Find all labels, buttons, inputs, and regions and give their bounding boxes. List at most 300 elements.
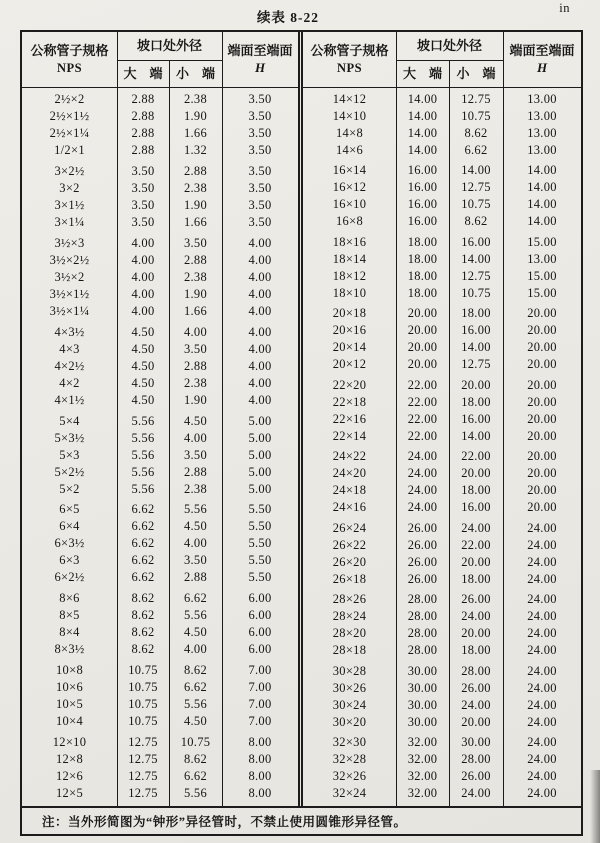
table-row	[22, 303, 298, 320]
header-face-to-face-zh: 端面至端面	[227, 42, 293, 58]
h-cell: 14.00	[527, 163, 557, 178]
table-row	[22, 235, 298, 252]
nps-cell: 10×4	[56, 714, 83, 729]
small-end-cell: 2.38	[183, 481, 208, 496]
h-cell: 20.00	[527, 340, 557, 355]
h-cell: 24.00	[527, 609, 557, 624]
small-end-cell: 26.00	[461, 592, 491, 607]
large-end-cell: 30.00	[407, 714, 438, 729]
small-end-cell: 6.62	[464, 143, 488, 157]
nps-cell: 26×18	[332, 571, 367, 586]
size-group	[22, 91, 298, 159]
table-row	[22, 163, 298, 180]
large-end-cell: 12.75	[128, 786, 158, 800]
nps-cell: 24×22	[332, 449, 367, 464]
small-end-cell: 5.56	[183, 502, 208, 517]
h-cell: 13.00	[527, 143, 557, 157]
large-end-cell: 6.62	[131, 519, 155, 534]
small-end-cell: 4.00	[183, 642, 208, 657]
small-end-cell: 28.00	[461, 663, 491, 678]
nps-cell: 12×6	[56, 769, 83, 783]
small-end-cell: 2.88	[183, 163, 208, 178]
small-end-cell: 16.00	[461, 323, 491, 338]
h-cell: 20.00	[527, 306, 557, 321]
h-cell: 24.00	[527, 680, 557, 695]
large-end-cell: 3.50	[131, 163, 155, 178]
nps-cell: 6×2½	[54, 570, 85, 585]
h-cell: 20.00	[527, 357, 557, 372]
h-cell: 8.00	[248, 752, 272, 766]
large-end-cell: 5.56	[131, 413, 155, 428]
table-row	[22, 590, 298, 607]
table-row	[303, 571, 581, 588]
size-group	[303, 91, 581, 159]
nps-cell: 32×28	[332, 751, 367, 766]
h-cell: 4.00	[248, 392, 272, 407]
small-end-cell: 16.00	[461, 234, 491, 249]
small-end-cell: 10.75	[461, 285, 491, 300]
table-row	[22, 552, 298, 569]
table-row	[303, 411, 581, 428]
h-cell: 20.00	[527, 449, 557, 464]
h-cell: 6.00	[248, 608, 272, 623]
table-row	[303, 751, 581, 768]
large-end-cell: 12.75	[128, 752, 158, 766]
nps-cell: 30×20	[332, 714, 367, 729]
large-end-cell: 18.00	[407, 234, 438, 249]
large-end-cell: 10.75	[128, 680, 158, 695]
large-end-cell: 6.62	[131, 570, 155, 585]
nps-cell: 6×3½	[54, 536, 85, 551]
small-end-cell: 24.00	[461, 785, 491, 800]
h-cell: 6.00	[248, 625, 272, 640]
header-face-to-face	[503, 32, 581, 87]
table-row	[22, 569, 298, 586]
large-end-cell: 2.88	[131, 126, 155, 140]
nps-cell: 32×30	[332, 734, 367, 749]
table-row	[22, 535, 298, 552]
large-end-cell: 20.00	[407, 306, 438, 321]
small-end-cell: 24.00	[461, 609, 491, 624]
small-end-cell: 26.00	[461, 768, 491, 783]
nps-cell: 28×26	[332, 592, 367, 607]
table-row	[22, 413, 298, 430]
nps-cell: 20×16	[332, 323, 367, 338]
large-end-cell: 5.56	[131, 430, 155, 445]
small-end-cell: 14.00	[461, 251, 491, 266]
h-cell: 5.00	[248, 430, 272, 445]
table-left-half	[22, 32, 298, 806]
table-row	[22, 180, 298, 197]
table-row	[303, 196, 581, 213]
nps-cell: 8×5	[59, 608, 80, 623]
large-end-cell: 6.62	[131, 553, 155, 568]
nps-cell: 5×4	[59, 413, 80, 428]
nps-cell: 26×20	[332, 554, 367, 569]
h-cell: 5.50	[248, 519, 272, 534]
nps-cell: 12×8	[56, 752, 83, 766]
small-end-cell: 4.50	[183, 519, 208, 534]
small-end-cell: 4.50	[183, 413, 208, 428]
h-cell: 5.50	[248, 536, 272, 551]
table-row	[22, 197, 298, 214]
h-cell: 24.00	[527, 626, 557, 641]
nps-cell: 22×20	[332, 377, 367, 392]
nps-cell: 8×3½	[54, 642, 85, 657]
table-header-right	[303, 32, 581, 88]
table-row	[303, 322, 581, 339]
h-cell: 5.00	[248, 447, 272, 462]
nps-cell: 14×12	[332, 92, 367, 106]
small-end-cell: 18.00	[461, 571, 491, 586]
table-row	[22, 481, 298, 498]
large-end-cell: 28.00	[407, 626, 438, 641]
large-end-cell: 6.62	[131, 536, 155, 551]
large-end-cell: 4.00	[131, 269, 155, 284]
large-end-cell: 20.00	[407, 357, 438, 372]
nps-cell: 18×10	[332, 285, 367, 300]
table-row	[22, 269, 298, 286]
h-cell: 13.00	[527, 109, 557, 123]
h-cell: 3.50	[248, 126, 272, 140]
table-row	[303, 91, 581, 108]
nps-cell: 22×18	[332, 394, 367, 409]
large-end-cell: 22.00	[407, 428, 438, 443]
table-row	[303, 625, 581, 642]
large-end-cell: 5.56	[131, 481, 155, 496]
header-small-end: 小 端	[175, 65, 215, 81]
h-cell: 13.00	[527, 92, 557, 106]
header-bevel-od: 坡口处外径	[117, 32, 222, 61]
nps-cell: 16×14	[332, 163, 367, 178]
h-cell: 4.00	[248, 341, 272, 356]
large-end-cell: 4.50	[131, 358, 155, 373]
large-end-cell: 16.00	[407, 197, 438, 212]
large-end-cell: 18.00	[407, 285, 438, 300]
large-end-cell: 5.56	[131, 447, 155, 462]
small-end-cell: 4.00	[183, 324, 208, 339]
small-end-cell: 6.62	[183, 680, 208, 695]
large-end-cell: 18.00	[407, 268, 438, 283]
large-end-cell: 30.00	[407, 680, 438, 695]
h-cell: 20.00	[527, 428, 557, 443]
large-end-cell: 24.00	[407, 466, 438, 481]
small-end-cell: 22.00	[461, 449, 491, 464]
h-cell: 3.50	[248, 197, 272, 212]
table-row	[303, 537, 581, 554]
nps-cell: 30×28	[332, 663, 367, 678]
large-end-cell: 26.00	[407, 520, 438, 535]
small-end-cell: 1.90	[183, 197, 208, 212]
small-end-cell: 30.00	[461, 734, 491, 749]
table-row	[303, 339, 581, 356]
table-row	[22, 214, 298, 231]
table-row	[303, 285, 581, 302]
small-end-cell: 24.00	[461, 520, 491, 535]
nps-cell: 10×5	[56, 697, 83, 712]
h-cell: 5.00	[248, 464, 272, 479]
h-cell: 24.00	[527, 592, 557, 607]
table-row	[303, 448, 581, 465]
h-cell: 3.50	[248, 109, 272, 123]
table-row	[303, 734, 581, 751]
large-end-cell: 14.00	[407, 143, 438, 157]
table-row	[303, 554, 581, 571]
large-end-cell: 14.00	[407, 126, 438, 140]
large-end-cell: 32.00	[407, 751, 438, 766]
table-row	[303, 520, 581, 537]
small-end-cell: 2.88	[183, 252, 208, 267]
large-end-cell: 28.00	[407, 643, 438, 658]
nps-cell: 3×2	[59, 180, 80, 195]
h-cell: 20.00	[527, 394, 557, 409]
table-row	[22, 662, 298, 679]
nps-cell: 20×18	[332, 306, 367, 321]
nps-cell: 10×8	[56, 663, 83, 678]
table-row	[303, 234, 581, 251]
nps-cell: 24×18	[332, 483, 367, 498]
small-end-cell: 1.66	[183, 303, 208, 318]
large-end-cell: 4.50	[131, 324, 155, 339]
size-group	[303, 591, 581, 659]
small-end-cell: 12.75	[461, 268, 491, 283]
table-row	[22, 696, 298, 713]
small-end-cell: 4.00	[183, 536, 208, 551]
table-row	[303, 428, 581, 445]
small-end-cell: 3.50	[183, 553, 208, 568]
nps-cell: 24×20	[332, 466, 367, 481]
h-cell: 8.00	[248, 786, 272, 800]
size-group	[22, 590, 298, 658]
h-cell: 14.00	[527, 214, 557, 229]
large-end-cell: 26.00	[407, 554, 438, 569]
header-nps-en: NPS	[56, 60, 83, 75]
nps-cell: 26×24	[332, 520, 367, 535]
small-end-cell: 16.00	[461, 500, 491, 515]
h-cell: 7.00	[248, 697, 272, 712]
large-end-cell: 28.00	[407, 609, 438, 624]
small-end-cell: 18.00	[461, 483, 491, 498]
nps-cell: 4×2½	[54, 358, 85, 373]
table-row	[303, 162, 581, 179]
table-row	[22, 142, 298, 159]
h-cell: 3.50	[248, 180, 272, 195]
large-end-cell: 8.62	[131, 625, 155, 640]
nps-cell: 20×12	[332, 357, 367, 372]
table-row	[22, 324, 298, 341]
table-row	[22, 252, 298, 269]
h-cell: 7.00	[248, 680, 272, 695]
small-end-cell: 20.00	[461, 377, 491, 392]
nps-cell: 3×1¼	[54, 214, 85, 229]
h-cell: 6.00	[248, 591, 272, 606]
small-end-cell: 3.50	[183, 341, 208, 356]
large-end-cell: 14.00	[407, 109, 438, 123]
size-group	[22, 501, 298, 586]
small-end-cell: 8.62	[464, 126, 488, 140]
small-end-cell: 8.62	[183, 752, 208, 766]
h-cell: 24.00	[527, 697, 557, 712]
table-row	[22, 375, 298, 392]
nps-cell: 16×12	[332, 180, 367, 195]
nps-cell: 4×2	[59, 375, 80, 390]
column-divider-line	[449, 61, 450, 806]
large-end-cell: 24.00	[407, 449, 438, 464]
h-cell: 8.00	[248, 735, 272, 749]
table-row	[303, 305, 581, 322]
h-cell: 5.50	[248, 502, 272, 517]
h-cell: 6.00	[248, 642, 272, 657]
table-row	[22, 125, 298, 142]
large-end-cell: 8.62	[131, 642, 155, 657]
table-row	[303, 465, 581, 482]
large-end-cell: 18.00	[407, 251, 438, 266]
nps-cell: 16×8	[336, 214, 363, 229]
small-end-cell: 6.62	[183, 769, 208, 783]
header-nps-en: NPS	[336, 60, 363, 75]
nps-cell: 3½×3	[54, 235, 85, 250]
h-cell: 3.50	[248, 143, 272, 157]
table-right-half	[303, 32, 581, 806]
table-row	[303, 663, 581, 680]
column-divider-line	[503, 32, 504, 806]
h-cell: 8.00	[248, 769, 272, 783]
h-cell: 13.00	[527, 126, 557, 140]
header-face-to-face	[222, 32, 298, 87]
h-cell: 24.00	[527, 520, 557, 535]
h-cell: 24.00	[527, 785, 557, 800]
table-row	[303, 142, 581, 159]
nps-cell: 16×10	[332, 197, 367, 212]
h-cell: 14.00	[527, 180, 557, 195]
small-end-cell: 4.50	[183, 714, 208, 729]
size-group	[303, 162, 581, 230]
nps-cell: 28×18	[332, 643, 367, 658]
table-row	[22, 358, 298, 375]
small-end-cell: 8.62	[464, 214, 488, 229]
nps-cell: 5×2	[59, 481, 80, 496]
small-end-cell: 5.56	[183, 697, 208, 712]
small-end-cell: 1.90	[183, 109, 208, 123]
large-end-cell: 4.50	[131, 375, 155, 390]
large-end-cell: 22.00	[407, 411, 438, 426]
h-cell: 5.00	[248, 413, 272, 428]
h-cell: 20.00	[527, 323, 557, 338]
table-row	[303, 213, 581, 230]
size-group	[22, 235, 298, 320]
nps-cell: 32×24	[332, 785, 367, 800]
table-row	[303, 680, 581, 697]
size-group	[303, 448, 581, 516]
size-group	[22, 163, 298, 231]
table-row	[303, 499, 581, 516]
small-end-cell: 20.00	[461, 466, 491, 481]
nps-cell: 5×2½	[54, 464, 85, 479]
nps-cell: 4×1½	[54, 392, 85, 407]
small-end-cell: 1.90	[183, 392, 208, 407]
table-row	[303, 482, 581, 499]
small-end-cell: 2.88	[183, 570, 208, 585]
nps-cell: 28×20	[332, 626, 367, 641]
table-row	[303, 251, 581, 268]
h-cell: 7.00	[248, 663, 272, 678]
small-end-cell: 5.56	[183, 608, 208, 623]
size-group	[22, 413, 298, 498]
table-row	[22, 447, 298, 464]
nps-cell: 3½×2	[54, 269, 85, 284]
table-row	[22, 464, 298, 481]
small-end-cell: 3.50	[183, 447, 208, 462]
h-cell: 14.00	[527, 197, 557, 212]
small-end-cell: 20.00	[461, 554, 491, 569]
h-cell: 15.00	[527, 268, 557, 283]
nps-cell: 2½×1½	[49, 109, 90, 123]
small-end-cell: 16.00	[461, 411, 491, 426]
header-nps-zh: 公称管子规格	[30, 42, 109, 58]
h-cell: 24.00	[527, 663, 557, 678]
nps-cell: 32×26	[332, 768, 367, 783]
large-end-cell: 10.75	[128, 697, 158, 712]
small-end-cell: 2.38	[183, 92, 208, 106]
small-end-cell: 12.75	[461, 180, 491, 195]
size-group	[22, 324, 298, 409]
large-end-cell: 3.50	[131, 197, 155, 212]
large-end-cell: 26.00	[407, 537, 438, 552]
table-row	[303, 768, 581, 785]
unit-label: in	[559, 1, 570, 15]
table-footnote: 注：当外形简图为“钟形”异径管时，不禁止使用圆锥形异径管。	[22, 806, 581, 834]
nps-cell: 18×16	[332, 234, 367, 249]
large-end-cell: 3.50	[131, 180, 155, 195]
nps-cell: 26×22	[332, 537, 367, 552]
table-row	[22, 679, 298, 696]
nps-cell: 3×2½	[54, 163, 85, 178]
h-cell: 24.00	[527, 751, 557, 766]
h-cell: 24.00	[527, 714, 557, 729]
reducer-dimensions-table	[20, 30, 583, 836]
header-large-end: 大 端	[402, 65, 442, 81]
small-end-cell: 14.00	[461, 428, 491, 443]
large-end-cell: 2.88	[131, 109, 155, 123]
h-cell: 24.00	[527, 537, 557, 552]
h-cell: 4.00	[248, 375, 272, 390]
h-cell: 15.00	[527, 234, 557, 249]
table-main	[22, 32, 581, 806]
h-cell: 24.00	[527, 768, 557, 783]
large-end-cell: 4.00	[131, 235, 155, 250]
table-body-right	[303, 88, 581, 806]
table-row	[22, 392, 298, 409]
large-end-cell: 4.00	[131, 286, 155, 301]
size-group	[303, 234, 581, 302]
table-row	[303, 179, 581, 196]
nps-cell: 8×6	[59, 591, 80, 606]
nps-cell: 24×16	[332, 500, 367, 515]
large-end-cell: 8.62	[131, 608, 155, 623]
nps-cell: 3½×1¼	[49, 303, 90, 318]
small-end-cell: 26.00	[461, 680, 491, 695]
h-cell: 20.00	[527, 411, 557, 426]
small-end-cell: 2.38	[183, 180, 208, 195]
table-row	[22, 641, 298, 658]
small-end-cell: 24.00	[461, 697, 491, 712]
table-row	[303, 591, 581, 608]
small-end-cell: 10.75	[461, 109, 491, 123]
nps-cell: 30×24	[332, 697, 367, 712]
table-row	[22, 768, 298, 785]
table-row	[22, 91, 298, 108]
nps-cell: 4×3	[59, 341, 80, 356]
